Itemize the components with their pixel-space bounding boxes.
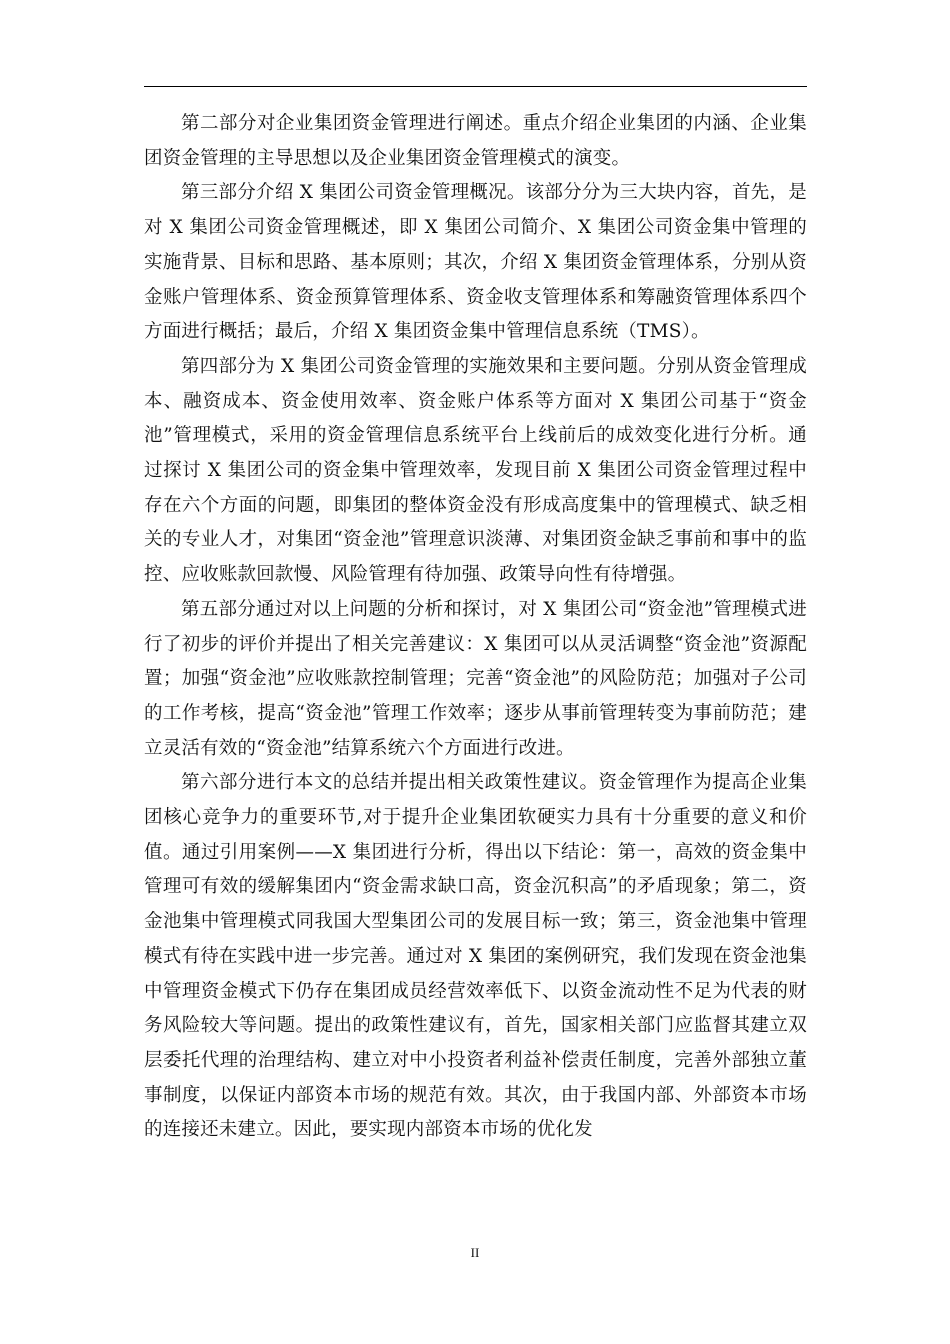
body-text [144, 107, 807, 1148]
paragraph-part-three: 第三部分介绍 X 集团公司资金管理概况。该部分分为三大块内容，首先，是对 X 集团公司资金管理概述，即 X 集团公司简介、X 集团公司资金集中管理的实施背景、目标和思路、基本原则；其次，介绍 X 集团资金管理体系，分别从资金账户管理体系、资金预算管理体系、资金收支管理体系和筹融资管理体系四个方面进行概括；最后，介绍 X 集团资金集中管理信息系统（TMS）。 [144, 182, 807, 343]
paragraph-part-four: 第四部分为 X 集团公司资金管理的实施效果和主要问题。分别从资金管理成本、融资成本、资金使用效率、资金账户体系等方面对 X 集团公司基于“资金池”管理模式，采用的资金管理信息系统平台上线前后的成效变化进行分析。通过探讨 X 集团公司的资金集中管理效率，发现目前 X 集团公司资金管理过程中存在六个方面的问题，即集团的整体资金没有形成高度集中的管理模式、缺乏相关的专业人才，对集团“资金池”管理意识淡薄、对集团资金缺乏事前和事中的监控、应收账款回款慢、风险管理有待加强、政策导向性有待增强。 [144, 355, 807, 586]
header-rule [144, 86, 807, 87]
paragraph-part-two: 第二部分对企业集团资金管理进行阐述。重点介绍企业集团的内涵、企业集团资金管理的主导思想以及企业集团资金管理模式的演变。 [144, 113, 807, 169]
paragraph-part-five: 第五部分通过对以上问题的分析和探讨，对 X 集团公司“资金池”管理模式进行了初步的评价并提出了相关完善建议：X 集团可以从灵活调整“资金池”资源配置；加强“资金池”应收账款控制管理；完善“资金池”的风险防范；加强对子公司的工作考核，提高“资金池”管理工作效率；逐步从事前管理转变为事前防范；建立灵活有效的“资金池”结算系统六个方面进行改进。 [144, 598, 807, 759]
page-number: II [470, 1245, 480, 1260]
paragraph-part-six: 第六部分进行本文的总结并提出相关政策性建议。资金管理作为提高企业集团核心竞争力的重要环节,对于提升企业集团软硬实力具有十分重要的意义和价值。通过引用案例——X 集团进行分析，得出以下结论：第一，高效的资金集中管理可有效的缓解集团内“资金需求缺口高，资金沉积高”的矛盾现象；第二，资金池集中管理模式同我国大型集团公司的发展目标一致；第三，资金池集中管理模式有待在实践中进一步完善。通过对 X 集团的案例研究，我们发现在资金池集中管理资金模式下仍存在集团成员经营效率低下、以资金流动性不足为代表的财务风险较大等问题。提出的政策性建议有，首先，国家相关部门应监督其建立双层委托代理的治理结构、建立对中小投资者利益补偿责任制度，完善外部独立董事制度，以保证内部资本市场的规范有效。其次，由于我国内部、外部资本市场的连接还未建立。因此，要实现内部资本市场的优化发 [144, 772, 807, 1141]
